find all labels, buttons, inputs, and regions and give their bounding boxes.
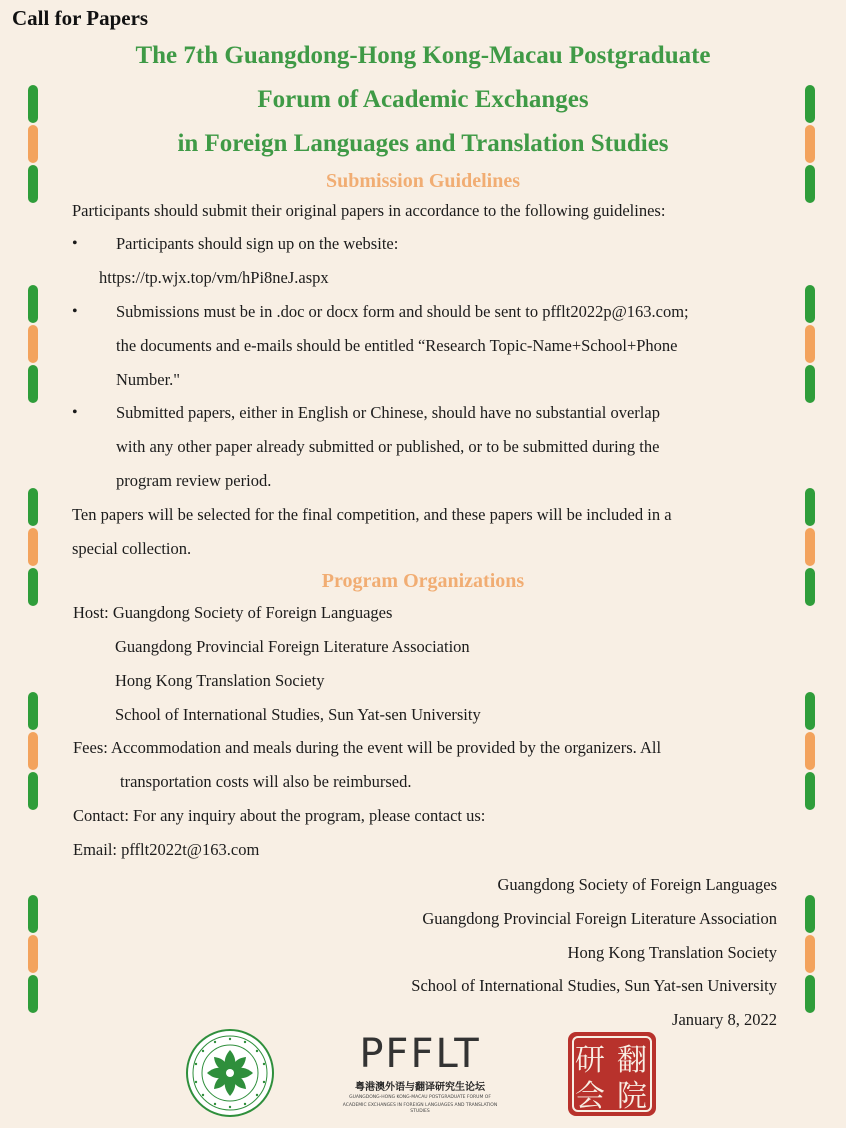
fees-line-1: Fees: Accommodation and meals during the event will be provided by the organizers. All bbox=[73, 738, 662, 757]
seal-char-4: 院 bbox=[617, 1079, 647, 1114]
sis-logo bbox=[185, 1028, 275, 1118]
contact-line: Contact: For any inquiry about the program, please contact us: bbox=[73, 806, 486, 825]
signature-line-2: Guangdong Provincial Foreign Literature Association bbox=[422, 909, 777, 928]
seal-stamp-icon bbox=[566, 1030, 658, 1118]
bullet-3: • bbox=[72, 404, 78, 421]
translation-society-seal bbox=[566, 1030, 658, 1118]
bullet-2-line-3: Number." bbox=[116, 370, 181, 389]
title-line-1: The 7th Guangdong-Hong Kong-Macau Postgraduate bbox=[135, 42, 711, 69]
signature-line-3: Hong Kong Translation Society bbox=[567, 943, 777, 962]
bullet-3-line-1: Submitted papers, either in English or Chinese, should have no substantial overlap bbox=[116, 403, 660, 422]
host-line-1: Host: Guangdong Society of Foreign Languages bbox=[73, 603, 393, 622]
host-line-2: Guangdong Provincial Foreign Literature Association bbox=[115, 637, 470, 656]
call-for-papers-label: Call for Papers bbox=[12, 6, 149, 30]
outro-line-1: Ten papers will be selected for the final competition, and these papers will be included in a bbox=[72, 505, 672, 524]
fees-line-2: transportation costs will also be reimbursed. bbox=[120, 772, 412, 791]
bullet-3-line-2: with any other paper already submitted or published, or to be submitted during the bbox=[116, 437, 660, 456]
program-organizations-heading: Program Organizations bbox=[321, 570, 525, 592]
title-line-3: in Foreign Languages and Translation Studies bbox=[177, 130, 669, 157]
host-line-4: School of International Studies, Sun Yat-sen University bbox=[115, 705, 481, 724]
bullet-3-line-3: program review period. bbox=[116, 471, 272, 490]
submission-guidelines-heading: Submission Guidelines bbox=[326, 170, 520, 192]
seal-char-2: 翻 bbox=[617, 1043, 647, 1078]
intro-text: Participants should submit their original papers in accordance to the following guidelines: bbox=[72, 201, 666, 220]
email-line[interactable]: Email: pfflt2022t@163.com bbox=[73, 840, 260, 859]
seal-char-1: 研 bbox=[575, 1043, 605, 1078]
pfflt-mark: PFFLT bbox=[359, 1031, 481, 1077]
pfflt-english-line-1: GUANGDONG-HONG KONG-MACAU POSTGRADUATE FORUM OF bbox=[349, 1095, 491, 1100]
host-line-3: Hong Kong Translation Society bbox=[115, 671, 325, 690]
signature-date: January 8, 2022 bbox=[672, 1010, 777, 1029]
title-line-2: Forum of Academic Exchanges bbox=[257, 86, 589, 113]
signature-line-1: Guangdong Society of Foreign Languages bbox=[497, 875, 777, 894]
signup-url[interactable]: https://tp.wjx.top/vm/hPi8neJ.aspx bbox=[99, 268, 329, 287]
sis-emblem-icon bbox=[185, 1028, 275, 1118]
seal-char-3: 会 bbox=[575, 1079, 605, 1114]
signature-line-4: School of International Studies, Sun Yat-sen University bbox=[411, 976, 777, 995]
bullet-1-line-1: Participants should sign up on the website: bbox=[116, 234, 399, 253]
pfflt-logo bbox=[340, 1031, 500, 1114]
outro-line-2: special collection. bbox=[72, 539, 192, 558]
pfflt-chinese-name: 粤港澳外语与翻译研究生论坛 bbox=[355, 1082, 485, 1093]
bullet-1: • bbox=[72, 235, 78, 252]
pfflt-english-line-2: ACADEMIC EXCHANGES IN FOREIGN LANGUAGES AND TRANSLATION STUDIES bbox=[342, 1102, 498, 1114]
bullet-2-line-1: Submissions must be in .doc or docx form and should be sent to pfflt2022p@163.com; bbox=[116, 302, 689, 321]
bullet-2-line-2: the documents and e-mails should be entitled “Research Topic-Name+School+Phone bbox=[116, 336, 678, 355]
bullet-2: • bbox=[72, 303, 78, 320]
